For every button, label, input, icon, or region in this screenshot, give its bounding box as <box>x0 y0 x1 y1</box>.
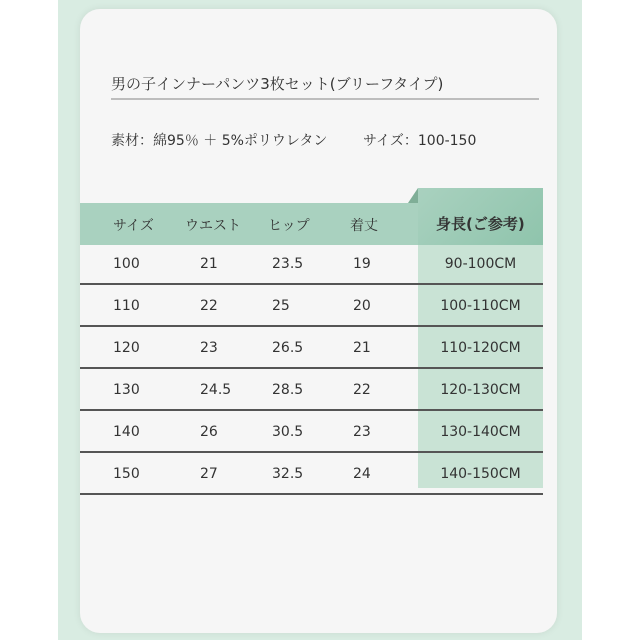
table-cell: 90-100CM <box>444 256 517 272</box>
table-cell: 23 <box>200 340 218 356</box>
title-divider <box>111 98 539 100</box>
table-cell: 23.5 <box>272 256 304 272</box>
table-cell: 32.5 <box>272 466 304 482</box>
material-text: 素材：綿95％ ＋ 5%ポリウレタン <box>111 133 328 149</box>
table-cell: 150 <box>113 466 140 482</box>
table-cell: 20 <box>353 298 371 314</box>
header-waist: ウエスト <box>185 218 241 234</box>
table-cell: 28.5 <box>272 382 304 398</box>
table-cell: 26.5 <box>272 340 304 356</box>
size-range-text: サイズ：100-150 <box>363 133 477 149</box>
table-cell: 130 <box>113 382 140 398</box>
table-cell: 140 <box>113 424 140 440</box>
table-cell: 130-140CM <box>440 424 521 440</box>
table-cell: 120-130CM <box>440 382 521 398</box>
table-cell: 120 <box>113 340 140 356</box>
row-divider <box>80 367 543 369</box>
row-divider <box>80 493 543 495</box>
table-cell: 24.5 <box>200 382 232 398</box>
table-cell: 25 <box>272 298 290 314</box>
table-cell: 24 <box>353 466 371 482</box>
product-title: 男の子インナーパンツ3枚セット(ブリーフタイプ) <box>111 75 444 93</box>
header-length: 着丈 <box>350 218 378 234</box>
table-cell: 100 <box>113 256 140 272</box>
row-divider <box>80 451 543 453</box>
table-cell: 30.5 <box>272 424 304 440</box>
header-fold-decoration <box>408 188 418 203</box>
table-cell: 110-120CM <box>440 340 521 356</box>
table-cell: 21 <box>353 340 371 356</box>
table-cell: 21 <box>200 256 218 272</box>
table-cell: 23 <box>353 424 371 440</box>
header-height: 身長(ご参考) <box>436 215 525 233</box>
table-cell: 140-150CM <box>440 466 521 482</box>
header-hip: ヒップ <box>268 218 310 234</box>
table-cell: 22 <box>200 298 218 314</box>
table-cell: 26 <box>200 424 218 440</box>
row-divider <box>80 325 543 327</box>
row-divider <box>80 283 543 285</box>
table-cell: 110 <box>113 298 140 314</box>
table-cell: 27 <box>200 466 218 482</box>
table-cell: 100-110CM <box>440 298 521 314</box>
row-divider <box>80 409 543 411</box>
header-size: サイズ <box>113 218 154 234</box>
table-cell: 19 <box>353 256 371 272</box>
table-cell: 22 <box>353 382 371 398</box>
